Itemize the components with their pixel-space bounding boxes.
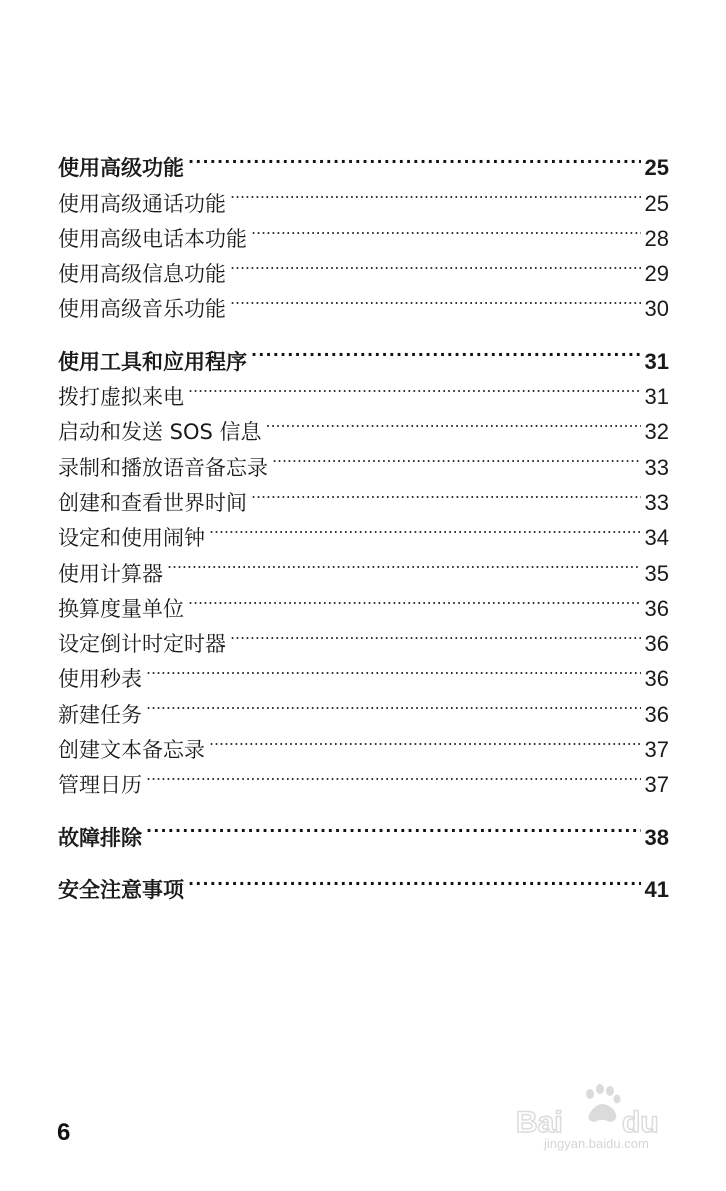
toc-entry-label: 使用高级通话功能: [58, 191, 226, 216]
baidu-paw-logo-icon: [514, 1080, 686, 1140]
page-number: 6: [57, 1119, 71, 1146]
toc-section-tools-apps: [58, 333, 669, 798]
toc-entry-page: 35: [644, 560, 669, 586]
svg-text:Bai: Bai: [516, 1106, 563, 1139]
dot-leader: [251, 211, 641, 246]
toc-heading-page: 31: [644, 348, 669, 374]
toc-entry-label: 使用秒表: [58, 667, 142, 692]
dot-leader: [266, 404, 641, 439]
toc-heading-page: 38: [644, 824, 669, 850]
watermark-url: jingyan.baidu.com: [544, 1136, 649, 1151]
toc-entry-label: 启动和发送 SOS 信息: [58, 420, 262, 445]
toc-entry-page: 36: [644, 631, 669, 657]
toc-section-troubleshooting: [58, 809, 669, 850]
toc-entry-page: 29: [644, 261, 669, 287]
toc-entry-label: 录制和播放语音备忘录: [58, 455, 268, 480]
dot-leader: [209, 510, 641, 545]
toc-heading-page: 25: [644, 155, 669, 181]
toc-entry-page: 33: [644, 454, 669, 480]
toc-heading-label: 使用高级功能: [58, 156, 184, 181]
toc-entry-page: 34: [644, 525, 669, 551]
toc-entry-page: 33: [644, 489, 669, 515]
toc-heading[interactable]: [58, 809, 669, 850]
toc-entry-page: 28: [644, 225, 669, 251]
toc-heading[interactable]: [58, 333, 669, 374]
toc-heading-page: 41: [644, 876, 669, 902]
dot-leader: [230, 175, 641, 210]
dot-leader: [146, 809, 641, 844]
baidu-jingyan-watermark: [514, 1080, 686, 1160]
toc-entry-page: 32: [644, 419, 669, 445]
toc-entry[interactable]: [58, 722, 669, 763]
toc-entry-label: 使用高级音乐功能: [58, 297, 226, 322]
dot-leader: [167, 545, 641, 580]
toc-heading-label: 安全注意事项: [58, 877, 184, 902]
toc-entry-label: 使用高级电话本功能: [58, 226, 247, 251]
toc-entry-label: 设定和使用闹钟: [58, 526, 205, 551]
dot-leader: [146, 757, 641, 792]
toc-entry[interactable]: [58, 686, 669, 727]
dot-leader: [146, 651, 641, 686]
dot-leader: [209, 722, 641, 757]
toc-entry-label: 新建任务: [58, 702, 142, 727]
dot-leader: [146, 686, 641, 721]
dot-leader: [188, 581, 641, 616]
toc-entry[interactable]: [58, 757, 669, 798]
toc-heading-label: 故障排除: [58, 825, 142, 850]
dot-leader: [188, 862, 641, 897]
dot-leader: [188, 369, 641, 404]
toc-entry-page: 36: [644, 595, 669, 621]
toc-entry-label: 创建文本备忘录: [58, 738, 205, 763]
toc-entry-label: 管理日历: [58, 773, 142, 798]
toc-entry-label: 换算度量单位: [58, 596, 184, 621]
svg-text:du: du: [622, 1106, 659, 1139]
toc-entry-page: 37: [644, 772, 669, 798]
toc-heading-label: 使用工具和应用程序: [58, 349, 247, 374]
dot-leader: [251, 333, 641, 368]
toc-entry-page: 37: [644, 737, 669, 763]
toc-entry-label: 拨打虚拟来电: [58, 385, 184, 410]
toc-entry-label: 创建和查看世界时间: [58, 490, 247, 515]
toc-heading[interactable]: [58, 140, 669, 181]
toc-entry-label: 设定倒计时定时器: [58, 632, 226, 657]
toc-entry-page: 25: [644, 190, 669, 216]
toc-section-safety: [58, 862, 669, 902]
dot-leader: [230, 246, 641, 281]
toc-entry-page: 30: [644, 296, 669, 322]
toc-entry[interactable]: [58, 651, 669, 692]
dot-leader: [188, 140, 641, 175]
toc-entry-label: 使用计算器: [58, 561, 163, 586]
dot-leader: [230, 281, 641, 316]
toc-entry-page: 36: [644, 701, 669, 727]
dot-leader: [251, 475, 641, 510]
toc-section-advanced-features: [58, 140, 669, 322]
toc-heading[interactable]: [58, 862, 669, 902]
toc-entry-page: 31: [644, 384, 669, 410]
table-of-contents: [58, 140, 669, 914]
toc-entry-page: 36: [644, 666, 669, 692]
dot-leader: [230, 616, 641, 651]
dot-leader: [272, 439, 641, 474]
toc-entry-label: 使用高级信息功能: [58, 262, 226, 287]
